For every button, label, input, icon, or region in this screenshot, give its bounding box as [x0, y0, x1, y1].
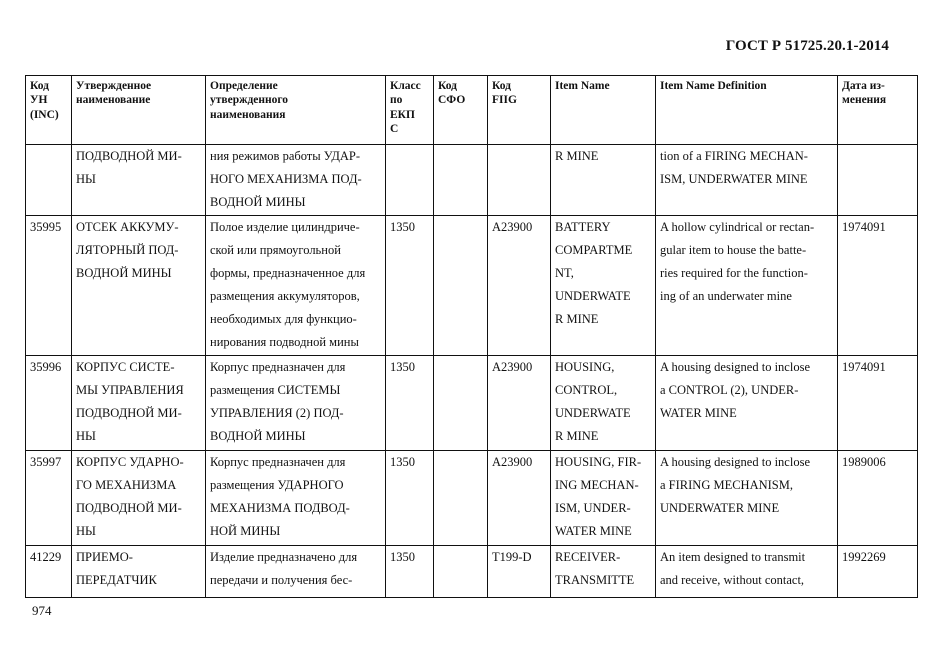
header-item-definition: Item Name Definition	[656, 76, 838, 145]
table-row	[26, 145, 918, 216]
header-inc: Код УН (INC)	[26, 76, 72, 145]
cell-class: 1350	[386, 546, 434, 598]
cell-inc: 35997	[26, 451, 72, 546]
header-item-name: Item Name	[551, 76, 656, 145]
cell-class: 1350	[386, 356, 434, 451]
cell-approved-name: КОРПУС УДАРНО- ГО МЕХАНИЗМА ПОДВОДНОЙ МИ- НЫ	[72, 451, 206, 546]
cell-definition: Изделие предназначено для передачи и получения бес-	[206, 546, 386, 598]
cell-approved-name: ПРИЕМО- ПЕРЕДАТЧИК	[72, 546, 206, 598]
cell-item-definition: A hollow cylindrical or rectan- gular item to house the batte- ries required for the function- ing of an underwater mine	[656, 216, 838, 356]
cell-item-definition: An item designed to transmit and receive, without contact,	[656, 546, 838, 598]
cell-class: 1350	[386, 216, 434, 356]
cell-sfo	[434, 216, 488, 356]
cell-item-name: HOUSING, FIR- ING MECHAN- ISM, UNDER- WATER MINE	[551, 451, 656, 546]
cell-definition: Полое изделие цилиндриче- ской или прямоугольной формы, предназначенное для размещения аккумуляторов, необходимых для функцио- нирования подводной мины	[206, 216, 386, 356]
cell-fiig: A23900	[488, 216, 551, 356]
cell-change-date: 1974091	[838, 356, 918, 451]
header-approved-name: Утвержденное наименование	[72, 76, 206, 145]
cell-fiig: A23900	[488, 356, 551, 451]
cell-definition: Корпус предназначен для размещения СИСТЕМЫ УПРАВЛЕНИЯ (2) ПОД- ВОДНОЙ МИНЫ	[206, 356, 386, 451]
cell-class	[386, 145, 434, 216]
table-row	[26, 356, 918, 451]
table-row	[26, 216, 918, 356]
cell-change-date: 1992269	[838, 546, 918, 598]
cell-item-name: HOUSING, CONTROL, UNDERWATE R MINE	[551, 356, 656, 451]
cell-sfo	[434, 145, 488, 216]
cell-change-date	[838, 145, 918, 216]
cell-fiig: A23900	[488, 451, 551, 546]
cell-sfo	[434, 356, 488, 451]
header-change-date: Дата из- менения	[838, 76, 918, 145]
table-row	[26, 451, 918, 546]
cell-fiig	[488, 145, 551, 216]
page-number: 974	[32, 603, 52, 618]
cell-item-definition: A housing designed to inclose a CONTROL (2), UNDER- WATER MINE	[656, 356, 838, 451]
cell-item-name: RECEIVER- TRANSMITTE	[551, 546, 656, 598]
cell-inc	[26, 145, 72, 216]
cell-item-definition: A housing designed to inclose a FIRING MECHANISM, UNDERWATER MINE	[656, 451, 838, 546]
cell-inc: 35996	[26, 356, 72, 451]
table-header-row	[26, 76, 918, 145]
gost-definitions-table	[25, 75, 918, 598]
cell-approved-name: КОРПУС СИСТЕ- МЫ УПРАВЛЕНИЯ ПОДВОДНОЙ МИ- НЫ	[72, 356, 206, 451]
cell-definition: Корпус предназначен для размещения УДАРНОГО МЕХАНИЗМА ПОДВОД- НОЙ МИНЫ	[206, 451, 386, 546]
header-class: Класс по ЕКП С	[386, 76, 434, 145]
header-definition: Определение утвержденного наименования	[206, 76, 386, 145]
cell-sfo	[434, 451, 488, 546]
cell-change-date: 1989006	[838, 451, 918, 546]
cell-fiig: T199-D	[488, 546, 551, 598]
cell-definition: ния режимов работы УДАР- НОГО МЕХАНИЗМА ПОД- ВОДНОЙ МИНЫ	[206, 145, 386, 216]
cell-change-date: 1974091	[838, 216, 918, 356]
header-sfo: Код СФО	[434, 76, 488, 145]
cell-inc: 35995	[26, 216, 72, 356]
cell-sfo	[434, 546, 488, 598]
document-standard-title: ГОСТ Р 51725.20.1-2014	[725, 38, 889, 54]
cell-item-definition: tion of a FIRING MECHAN- ISM, UNDERWATER MINE	[656, 145, 838, 216]
cell-approved-name: ОТСЕК АККУМУ- ЛЯТОРНЫЙ ПОД- ВОДНОЙ МИНЫ	[72, 216, 206, 356]
table-row	[26, 546, 918, 598]
cell-inc: 41229	[26, 546, 72, 598]
cell-approved-name: ПОДВОДНОЙ МИ- НЫ	[72, 145, 206, 216]
header-fiig: Код FIIG	[488, 76, 551, 145]
cell-class: 1350	[386, 451, 434, 546]
cell-item-name: BATTERY COMPARTME NT, UNDERWATE R MINE	[551, 216, 656, 356]
cell-item-name: R MINE	[551, 145, 656, 216]
